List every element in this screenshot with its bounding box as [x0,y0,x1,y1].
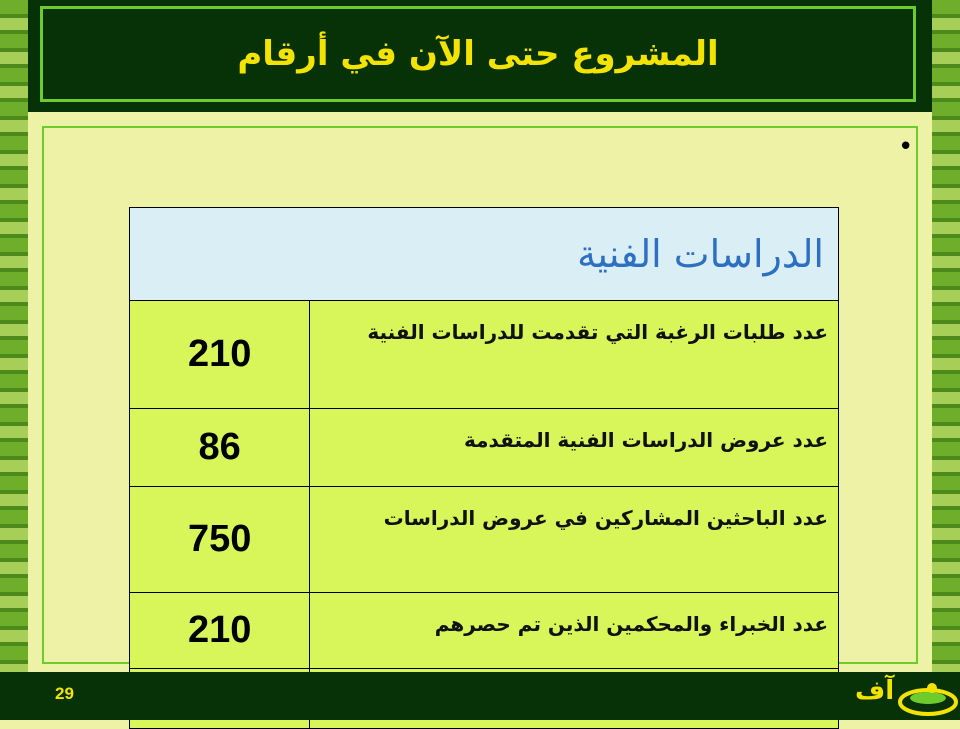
row-label: عدد طلبات الرغبة التي تقدمت للدراسات الفنية [310,301,839,409]
right-striped-border [932,0,960,720]
logo-text: آف [855,676,895,706]
row-value: 86 [130,409,310,487]
title-band [28,0,932,112]
slide-title: المشروع حتى الآن في أرقام [237,34,719,74]
slide [28,0,932,720]
table-row [130,301,839,409]
page-number: 29 [55,684,74,703]
stats-table [129,207,839,729]
row-label: عدد الخبراء والمحكمين الذين تم حصرهم [310,593,839,669]
title-frame [40,6,916,102]
row-label: عدد الباحثين المشاركين في عروض الدراسات [310,487,839,593]
bullet-point: • [898,132,914,162]
table-row [130,487,839,593]
left-striped-border [0,0,28,720]
row-label: عدد عروض الدراسات الفنية المتقدمة [310,409,839,487]
row-value: 210 [130,301,310,409]
table-header: الدراسات الفنية [130,208,839,301]
row-value: 210 [130,593,310,669]
bottom-bar [0,672,960,720]
row-value: 750 [130,487,310,593]
table-row [130,409,839,487]
table-row [130,593,839,669]
